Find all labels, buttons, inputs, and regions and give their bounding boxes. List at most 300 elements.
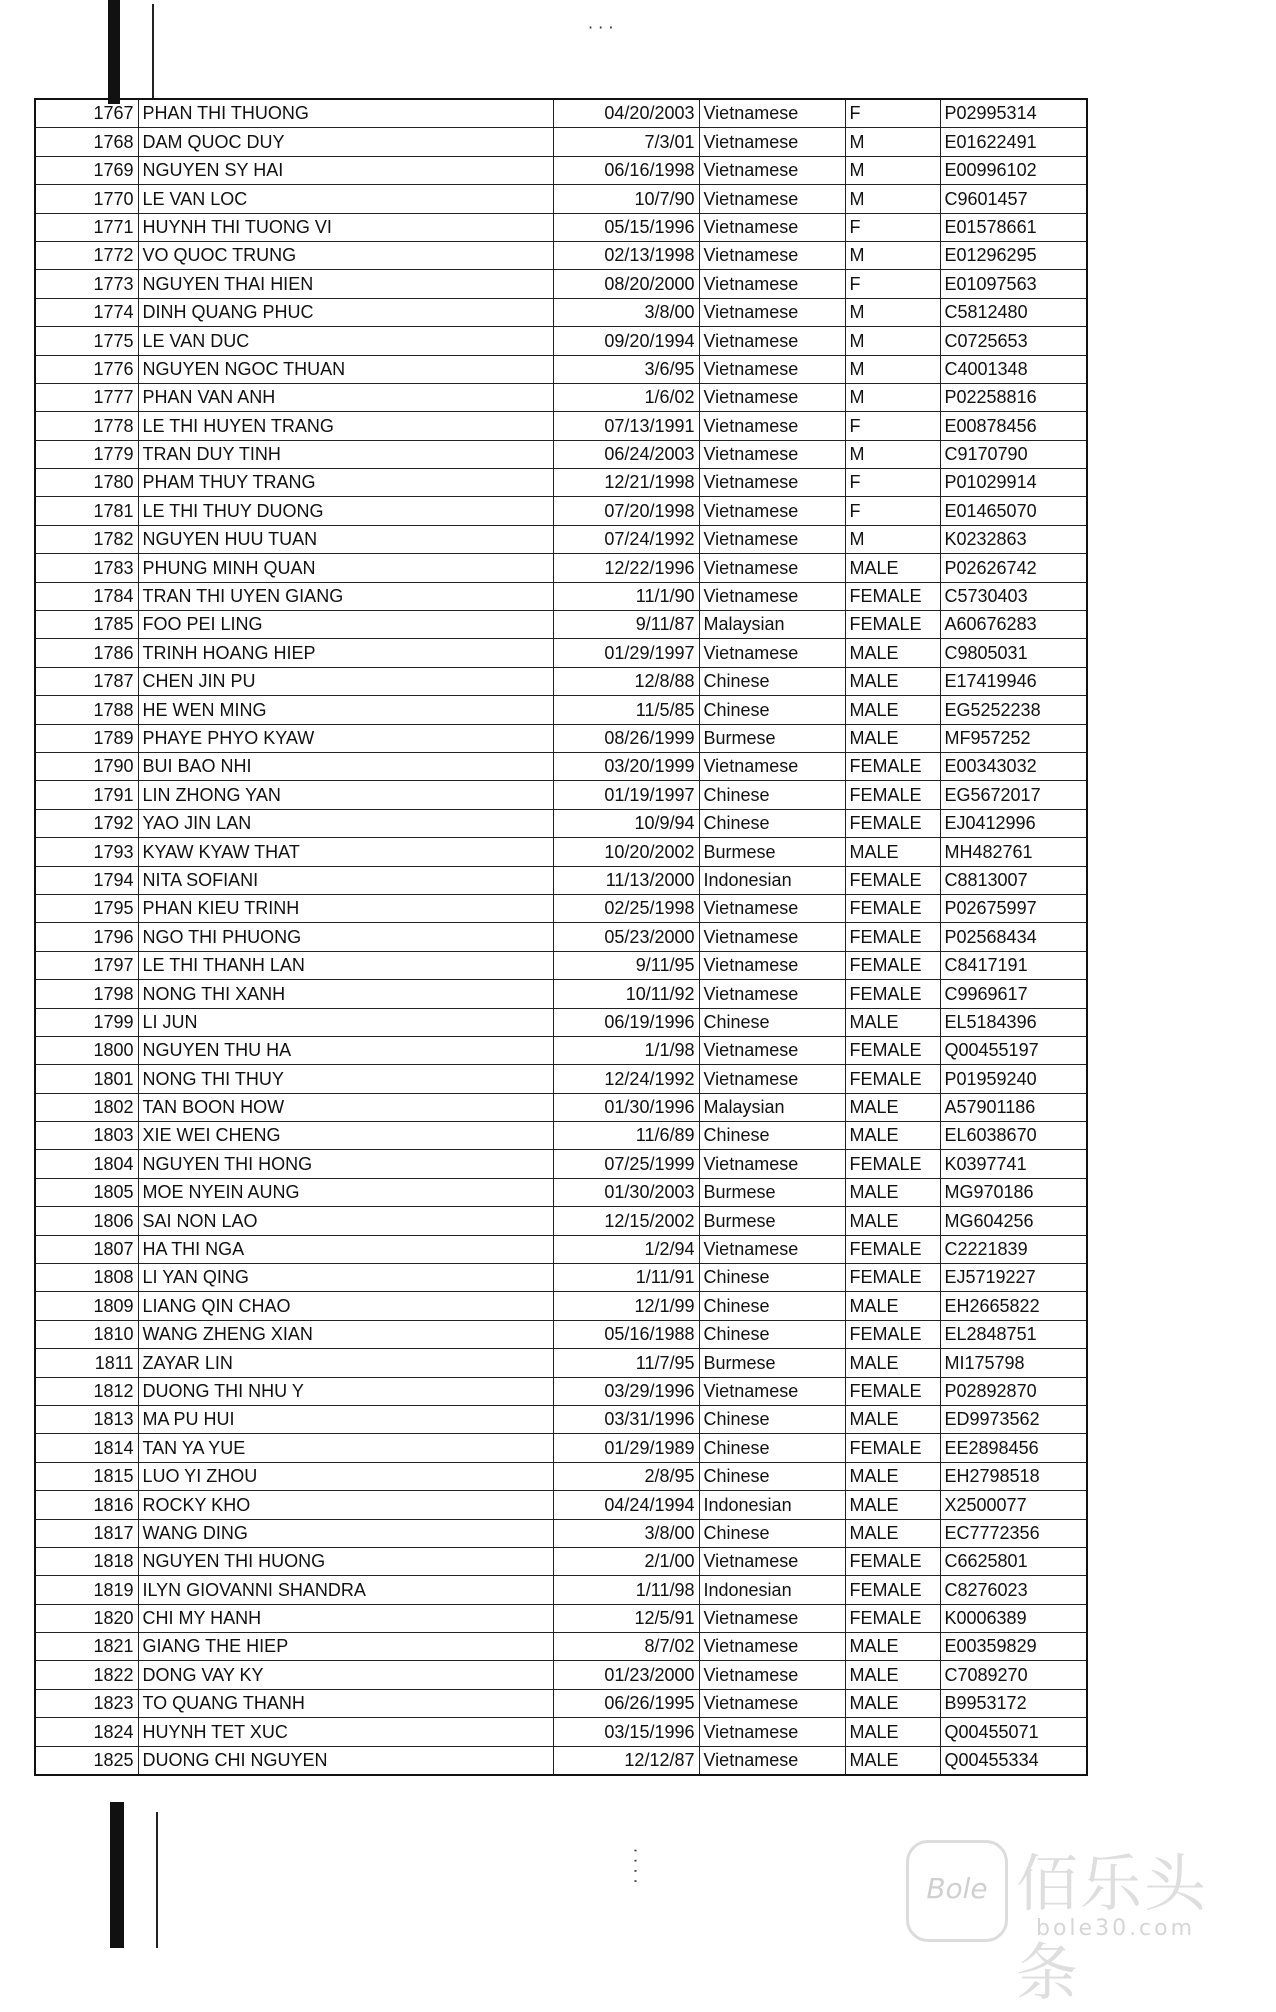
row-number: 1790	[35, 752, 138, 780]
row-number: 1778	[35, 412, 138, 440]
name-cell: NGUYEN THI HONG	[138, 1150, 553, 1178]
table-row	[35, 724, 1087, 752]
name-cell: TAN BOON HOW	[138, 1093, 553, 1121]
name-cell: HUYNH TET XUC	[138, 1718, 553, 1746]
nationality-cell: Vietnamese	[699, 582, 845, 610]
nationality-cell: Vietnamese	[699, 1661, 845, 1689]
row-number: 1789	[35, 724, 138, 752]
sex-cell: F	[845, 412, 940, 440]
row-number: 1781	[35, 497, 138, 525]
table-row	[35, 525, 1087, 553]
row-number: 1811	[35, 1349, 138, 1377]
dob-cell: 07/24/1992	[553, 525, 699, 553]
sex-cell: MALE	[845, 1008, 940, 1036]
sex-cell: FEMALE	[845, 1377, 940, 1405]
name-cell: PHUNG MINH QUAN	[138, 554, 553, 582]
passport-cell: EL5184396	[940, 1008, 1087, 1036]
row-number: 1785	[35, 611, 138, 639]
sex-cell: M	[845, 525, 940, 553]
table-row	[35, 1122, 1087, 1150]
passport-cell: X2500077	[940, 1491, 1087, 1519]
dob-cell: 01/30/2003	[553, 1178, 699, 1206]
sex-cell: FEMALE	[845, 611, 940, 639]
name-cell: NGUYEN NGOC THUAN	[138, 355, 553, 383]
dob-cell: 06/24/2003	[553, 440, 699, 468]
nationality-cell: Malaysian	[699, 1093, 845, 1121]
passport-cell: MH482761	[940, 838, 1087, 866]
row-number: 1810	[35, 1320, 138, 1348]
nationality-cell: Chinese	[699, 1462, 845, 1490]
passport-cell: C2221839	[940, 1235, 1087, 1263]
passport-cell: E01465070	[940, 497, 1087, 525]
passport-cell: EC7772356	[940, 1519, 1087, 1547]
dob-cell: 07/13/1991	[553, 412, 699, 440]
scan-edge-line-bottom	[156, 1812, 158, 1948]
dob-cell: 03/29/1996	[553, 1377, 699, 1405]
dob-cell: 2/1/00	[553, 1547, 699, 1575]
nationality-cell: Vietnamese	[699, 1718, 845, 1746]
sex-cell: MALE	[845, 1462, 940, 1490]
name-cell: FOO PEI LING	[138, 611, 553, 639]
passport-cell: C6625801	[940, 1547, 1087, 1575]
nationality-cell: Vietnamese	[699, 128, 845, 156]
row-number: 1799	[35, 1008, 138, 1036]
nationality-cell: Vietnamese	[699, 241, 845, 269]
sex-cell: FEMALE	[845, 1547, 940, 1575]
watermark	[906, 1834, 1266, 2009]
name-cell: MOE NYEIN AUNG	[138, 1178, 553, 1206]
name-cell: TRAN THI UYEN GIANG	[138, 582, 553, 610]
table-row	[35, 1689, 1087, 1717]
passport-cell: K0232863	[940, 525, 1087, 553]
dob-cell: 02/13/1998	[553, 241, 699, 269]
sex-cell: FEMALE	[845, 1604, 940, 1632]
dob-cell: 10/7/90	[553, 185, 699, 213]
passport-cell: E01622491	[940, 128, 1087, 156]
row-number: 1787	[35, 667, 138, 695]
nationality-cell: Chinese	[699, 1264, 845, 1292]
passport-cell: MG604256	[940, 1207, 1087, 1235]
table-row	[35, 923, 1087, 951]
row-number: 1813	[35, 1405, 138, 1433]
nationality-cell: Burmese	[699, 724, 845, 752]
passport-cell: C9969617	[940, 980, 1087, 1008]
nationality-cell: Chinese	[699, 667, 845, 695]
sex-cell: FEMALE	[845, 1264, 940, 1292]
passport-cell: A60676283	[940, 611, 1087, 639]
sex-cell: MALE	[845, 667, 940, 695]
dob-cell: 01/29/1989	[553, 1434, 699, 1462]
row-number: 1783	[35, 554, 138, 582]
table-row	[35, 951, 1087, 979]
name-cell: LE VAN DUC	[138, 327, 553, 355]
table-row	[35, 1718, 1087, 1746]
passport-cell: EL2848751	[940, 1320, 1087, 1348]
nationality-cell: Chinese	[699, 809, 845, 837]
nationality-cell: Vietnamese	[699, 554, 845, 582]
scan-edge-mark-bottom	[110, 1802, 124, 1948]
dob-cell: 07/20/1998	[553, 497, 699, 525]
table-row	[35, 1462, 1087, 1490]
nationality-cell: Vietnamese	[699, 1689, 845, 1717]
passport-cell: ED9973562	[940, 1405, 1087, 1433]
dob-cell: 05/15/1996	[553, 213, 699, 241]
scan-edge-mark-top	[108, 0, 120, 104]
row-number: 1771	[35, 213, 138, 241]
sex-cell: FEMALE	[845, 894, 940, 922]
sex-cell: MALE	[845, 1491, 940, 1519]
passport-cell: EH2665822	[940, 1292, 1087, 1320]
sex-cell: FEMALE	[845, 809, 940, 837]
name-cell: NONG THI THUY	[138, 1065, 553, 1093]
dob-cell: 11/7/95	[553, 1349, 699, 1377]
sex-cell: MALE	[845, 1405, 940, 1433]
name-cell: BUI BAO NHI	[138, 752, 553, 780]
watermark-logo: Bole	[906, 1840, 1008, 1942]
sex-cell: FEMALE	[845, 1036, 940, 1064]
nationality-cell: Indonesian	[699, 866, 845, 894]
sex-cell: M	[845, 156, 940, 184]
nationality-cell: Vietnamese	[699, 1633, 845, 1661]
name-cell: LUO YI ZHOU	[138, 1462, 553, 1490]
passport-cell: P02995314	[940, 99, 1087, 128]
sex-cell: M	[845, 241, 940, 269]
name-cell: TRAN DUY TINH	[138, 440, 553, 468]
nationality-cell: Vietnamese	[699, 156, 845, 184]
table-row	[35, 270, 1087, 298]
table-row	[35, 1036, 1087, 1064]
table-row	[35, 1661, 1087, 1689]
table-row	[35, 639, 1087, 667]
sex-cell: FEMALE	[845, 866, 940, 894]
dob-cell: 05/16/1988	[553, 1320, 699, 1348]
name-cell: NGUYEN THU HA	[138, 1036, 553, 1064]
row-number: 1821	[35, 1633, 138, 1661]
sex-cell: FEMALE	[845, 1320, 940, 1348]
sex-cell: F	[845, 270, 940, 298]
name-cell: VO QUOC TRUNG	[138, 241, 553, 269]
table-row	[35, 213, 1087, 241]
dob-cell: 12/1/99	[553, 1292, 699, 1320]
name-cell: NITA SOFIANI	[138, 866, 553, 894]
dob-cell: 10/20/2002	[553, 838, 699, 866]
sex-cell: FEMALE	[845, 951, 940, 979]
passport-cell: EG5672017	[940, 781, 1087, 809]
row-number: 1784	[35, 582, 138, 610]
table-row	[35, 1178, 1087, 1206]
table-row	[35, 185, 1087, 213]
name-cell: KYAW KYAW THAT	[138, 838, 553, 866]
name-cell: TO QUANG THANH	[138, 1689, 553, 1717]
passport-cell: E00343032	[940, 752, 1087, 780]
row-number: 1792	[35, 809, 138, 837]
row-number: 1801	[35, 1065, 138, 1093]
row-number: 1788	[35, 696, 138, 724]
nationality-cell: Chinese	[699, 1434, 845, 1462]
name-cell: ILYN GIOVANNI SHANDRA	[138, 1576, 553, 1604]
sex-cell: F	[845, 497, 940, 525]
dob-cell: 3/8/00	[553, 1519, 699, 1547]
dob-cell: 3/6/95	[553, 355, 699, 383]
passport-cell: P02626742	[940, 554, 1087, 582]
dob-cell: 9/11/95	[553, 951, 699, 979]
dob-cell: 12/15/2002	[553, 1207, 699, 1235]
passport-cell: C8417191	[940, 951, 1087, 979]
nationality-cell: Vietnamese	[699, 469, 845, 497]
passport-cell: MI175798	[940, 1349, 1087, 1377]
sex-cell: MALE	[845, 1718, 940, 1746]
sex-cell: FEMALE	[845, 781, 940, 809]
nationality-cell: Vietnamese	[699, 1377, 845, 1405]
scan-speck-bottom: · · · ·	[626, 1848, 645, 1884]
table-row	[35, 355, 1087, 383]
dob-cell: 1/6/02	[553, 383, 699, 411]
dob-cell: 09/20/1994	[553, 327, 699, 355]
scan-speck-top: · · ·	[588, 18, 614, 37]
passport-cell: EJ0412996	[940, 809, 1087, 837]
passport-cell: EE2898456	[940, 1434, 1087, 1462]
dob-cell: 04/24/1994	[553, 1491, 699, 1519]
table-row	[35, 980, 1087, 1008]
sex-cell: FEMALE	[845, 1065, 940, 1093]
sex-cell: MALE	[845, 1746, 940, 1775]
nationality-cell: Chinese	[699, 696, 845, 724]
dob-cell: 1/11/98	[553, 1576, 699, 1604]
nationality-cell: Chinese	[699, 1405, 845, 1433]
table-row	[35, 1434, 1087, 1462]
name-cell: LE VAN LOC	[138, 185, 553, 213]
dob-cell: 01/23/2000	[553, 1661, 699, 1689]
dob-cell: 10/11/92	[553, 980, 699, 1008]
nationality-cell: Vietnamese	[699, 185, 845, 213]
nationality-cell: Vietnamese	[699, 298, 845, 326]
nationality-cell: Vietnamese	[699, 525, 845, 553]
table-row	[35, 128, 1087, 156]
sex-cell: MALE	[845, 838, 940, 866]
sex-cell: F	[845, 469, 940, 497]
sex-cell: MALE	[845, 1093, 940, 1121]
sex-cell: FEMALE	[845, 752, 940, 780]
passport-cell: P01029914	[940, 469, 1087, 497]
table-row	[35, 1547, 1087, 1575]
dob-cell: 1/1/98	[553, 1036, 699, 1064]
passport-cell: EL6038670	[940, 1122, 1087, 1150]
dob-cell: 1/2/94	[553, 1235, 699, 1263]
name-cell: PHAN THI THUONG	[138, 99, 553, 128]
passport-cell: C4001348	[940, 355, 1087, 383]
row-number: 1770	[35, 185, 138, 213]
nationality-cell: Vietnamese	[699, 1065, 845, 1093]
table-row	[35, 298, 1087, 326]
name-cell: LI JUN	[138, 1008, 553, 1036]
dob-cell: 1/11/91	[553, 1264, 699, 1292]
dob-cell: 12/5/91	[553, 1604, 699, 1632]
row-number: 1795	[35, 894, 138, 922]
name-cell: LI YAN QING	[138, 1264, 553, 1292]
dob-cell: 12/24/1992	[553, 1065, 699, 1093]
table-row	[35, 1491, 1087, 1519]
table-row	[35, 667, 1087, 695]
nationality-cell: Vietnamese	[699, 752, 845, 780]
passport-cell: Q00455334	[940, 1746, 1087, 1775]
sex-cell: F	[845, 99, 940, 128]
nationality-cell: Vietnamese	[699, 327, 845, 355]
nationality-cell: Vietnamese	[699, 1235, 845, 1263]
sex-cell: FEMALE	[845, 1235, 940, 1263]
dob-cell: 7/3/01	[553, 128, 699, 156]
nationality-cell: Malaysian	[699, 611, 845, 639]
nationality-cell: Vietnamese	[699, 639, 845, 667]
row-number: 1777	[35, 383, 138, 411]
name-cell: CHI MY HANH	[138, 1604, 553, 1632]
table-row	[35, 1377, 1087, 1405]
sex-cell: MALE	[845, 639, 940, 667]
table-row	[35, 1349, 1087, 1377]
passport-cell: P01959240	[940, 1065, 1087, 1093]
name-cell: PHAM THUY TRANG	[138, 469, 553, 497]
table-row	[35, 1207, 1087, 1235]
name-cell: LE THI HUYEN TRANG	[138, 412, 553, 440]
nationality-cell: Vietnamese	[699, 1036, 845, 1064]
row-number: 1815	[35, 1462, 138, 1490]
passport-cell: MF957252	[940, 724, 1087, 752]
dob-cell: 03/15/1996	[553, 1718, 699, 1746]
table-row	[35, 383, 1087, 411]
records-table	[34, 98, 1088, 1776]
dob-cell: 11/1/90	[553, 582, 699, 610]
table-row	[35, 1093, 1087, 1121]
passport-cell: P02258816	[940, 383, 1087, 411]
passport-cell: EJ5719227	[940, 1264, 1087, 1292]
table-row	[35, 469, 1087, 497]
dob-cell: 9/11/87	[553, 611, 699, 639]
sex-cell: M	[845, 440, 940, 468]
sex-cell: F	[845, 213, 940, 241]
sex-cell: M	[845, 185, 940, 213]
table-row	[35, 752, 1087, 780]
table-row	[35, 582, 1087, 610]
nationality-cell: Vietnamese	[699, 213, 845, 241]
dob-cell: 2/8/95	[553, 1462, 699, 1490]
passport-cell: B9953172	[940, 1689, 1087, 1717]
sex-cell: M	[845, 327, 940, 355]
nationality-cell: Vietnamese	[699, 1604, 845, 1632]
sex-cell: MALE	[845, 1292, 940, 1320]
name-cell: MA PU HUI	[138, 1405, 553, 1433]
row-number: 1802	[35, 1093, 138, 1121]
nationality-cell: Vietnamese	[699, 497, 845, 525]
row-number: 1825	[35, 1746, 138, 1775]
row-number: 1796	[35, 923, 138, 951]
sex-cell: MALE	[845, 1178, 940, 1206]
nationality-cell: Chinese	[699, 781, 845, 809]
nationality-cell: Indonesian	[699, 1491, 845, 1519]
passport-cell: EH2798518	[940, 1462, 1087, 1490]
nationality-cell: Vietnamese	[699, 1150, 845, 1178]
dob-cell: 11/13/2000	[553, 866, 699, 894]
nationality-cell: Vietnamese	[699, 383, 845, 411]
sex-cell: MALE	[845, 554, 940, 582]
name-cell: TRINH HOANG HIEP	[138, 639, 553, 667]
row-number: 1814	[35, 1434, 138, 1462]
name-cell: XIE WEI CHENG	[138, 1122, 553, 1150]
row-number: 1817	[35, 1519, 138, 1547]
dob-cell: 01/19/1997	[553, 781, 699, 809]
table-row	[35, 327, 1087, 355]
table-row	[35, 1065, 1087, 1093]
nationality-cell: Vietnamese	[699, 270, 845, 298]
sex-cell: MALE	[845, 1207, 940, 1235]
name-cell: LIANG QIN CHAO	[138, 1292, 553, 1320]
dob-cell: 12/8/88	[553, 667, 699, 695]
passport-cell: C8276023	[940, 1576, 1087, 1604]
row-number: 1775	[35, 327, 138, 355]
row-number: 1807	[35, 1235, 138, 1263]
dob-cell: 01/30/1996	[553, 1093, 699, 1121]
nationality-cell: Burmese	[699, 1349, 845, 1377]
row-number: 1803	[35, 1122, 138, 1150]
table-row	[35, 838, 1087, 866]
name-cell: HE WEN MING	[138, 696, 553, 724]
table-row	[35, 781, 1087, 809]
table-row	[35, 554, 1087, 582]
name-cell: LIN ZHONG YAN	[138, 781, 553, 809]
table-row	[35, 1008, 1087, 1036]
nationality-cell: Vietnamese	[699, 99, 845, 128]
name-cell: PHAN VAN ANH	[138, 383, 553, 411]
dob-cell: 04/20/2003	[553, 99, 699, 128]
dob-cell: 07/25/1999	[553, 1150, 699, 1178]
row-number: 1773	[35, 270, 138, 298]
passport-cell: C5730403	[940, 582, 1087, 610]
nationality-cell: Burmese	[699, 838, 845, 866]
name-cell: HUYNH THI TUONG VI	[138, 213, 553, 241]
sex-cell: FEMALE	[845, 1576, 940, 1604]
dob-cell: 3/8/00	[553, 298, 699, 326]
table-row	[35, 1150, 1087, 1178]
name-cell: YAO JIN LAN	[138, 809, 553, 837]
dob-cell: 08/20/2000	[553, 270, 699, 298]
dob-cell: 8/7/02	[553, 1633, 699, 1661]
table-row	[35, 1235, 1087, 1263]
sex-cell: FEMALE	[845, 582, 940, 610]
name-cell: WANG ZHENG XIAN	[138, 1320, 553, 1348]
name-cell: LE THI THANH LAN	[138, 951, 553, 979]
sex-cell: M	[845, 355, 940, 383]
table-row	[35, 241, 1087, 269]
dob-cell: 03/31/1996	[553, 1405, 699, 1433]
passport-cell: E01578661	[940, 213, 1087, 241]
row-number: 1769	[35, 156, 138, 184]
table-row	[35, 894, 1087, 922]
name-cell: DINH QUANG PHUC	[138, 298, 553, 326]
table-row	[35, 156, 1087, 184]
sex-cell: M	[845, 128, 940, 156]
row-number: 1823	[35, 1689, 138, 1717]
dob-cell: 12/21/1998	[553, 469, 699, 497]
passport-cell: E01097563	[940, 270, 1087, 298]
table-row	[35, 1320, 1087, 1348]
row-number: 1800	[35, 1036, 138, 1064]
passport-cell: E00996102	[940, 156, 1087, 184]
name-cell: DONG VAY KY	[138, 1661, 553, 1689]
passport-cell: MG970186	[940, 1178, 1087, 1206]
sex-cell: FEMALE	[845, 1150, 940, 1178]
row-number: 1786	[35, 639, 138, 667]
row-number: 1772	[35, 241, 138, 269]
nationality-cell: Chinese	[699, 1292, 845, 1320]
passport-cell: E01296295	[940, 241, 1087, 269]
